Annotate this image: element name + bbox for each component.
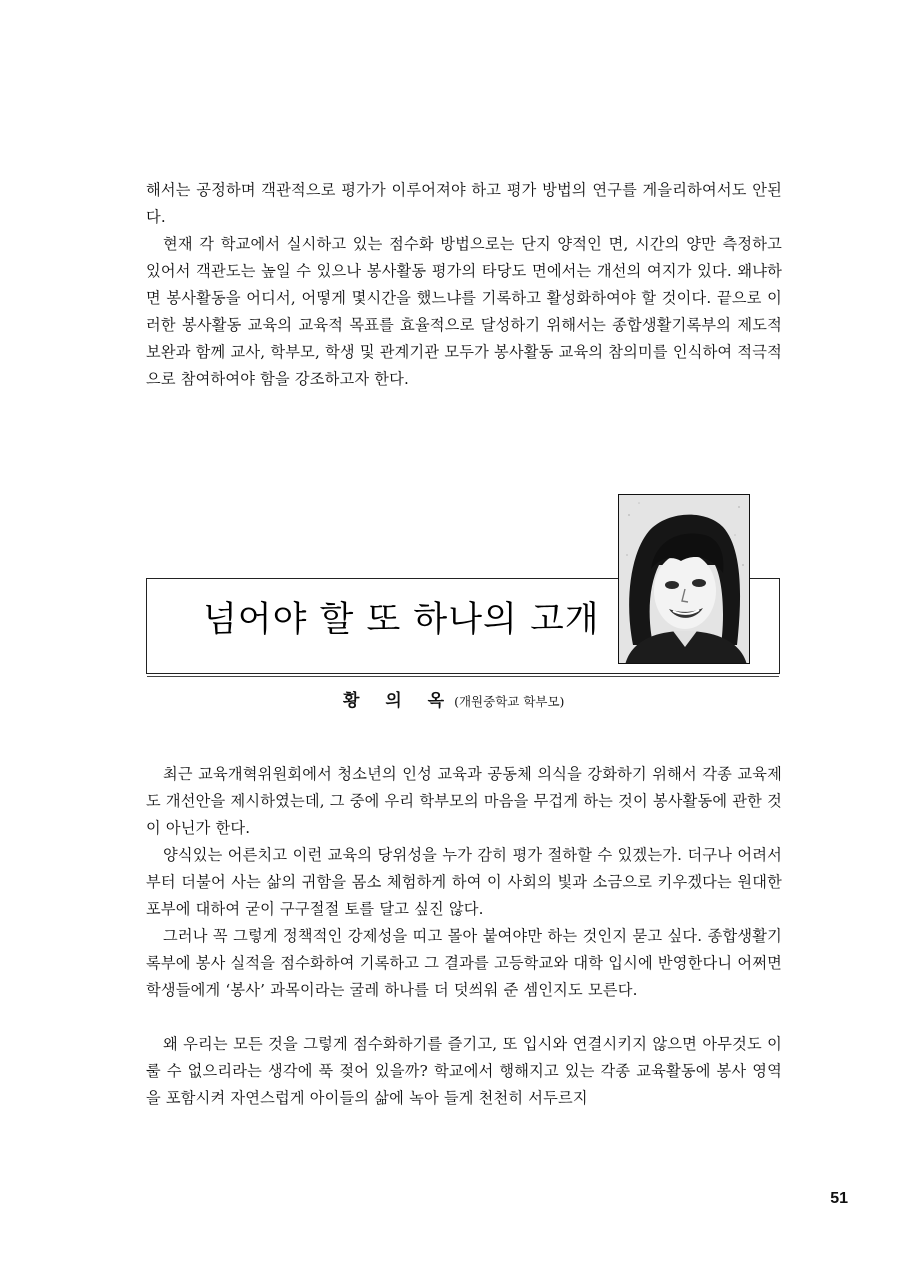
article-paragraph-3: 그러나 꼭 그렇게 정책적인 강제성을 띠고 몰아 붙여야만 하는 것인지 묻고 싶다. 종합생활기록부에 봉사 실적을 점수화하여 기록하고 그 결과를 고등학교와 대학 입시에 반영한다니 어쩌면 학생들에게 ‘봉사’ 과목이라는 굴레 하나를 더 덧씌워 준 셈인지도 모른다. <box>146 927 782 999</box>
author-photo <box>618 494 750 664</box>
article-title: 넘어야 할 또 하나의 고개 <box>203 600 600 640</box>
continuation-paragraph-2: 현재 각 학교에서 실시하고 있는 점수화 방법으로는 단지 양적인 면, 시간의 양만 측정하고 있어서 객관도는 높일 수 있으나 봉사활동 평가의 타당도 면에서는 개선의 여지가 있다. 왜냐하면 봉사활동을 어디서, 어떻게 몇시간을 했느냐를 기록하고 활성화하여야 할 것이다. 끝으로 이러한 봉사활동 교육의 교육적 목표를 효율적으로 달성하기 위해서는 종합생활기록부의 제도적 보완과 함께 교사, 학부모, 학생 및 관계기관 모두가 봉사활동 교육의 참의미를 인식하여 적극적으로 참여하여야 함을 강조하고자 한다. <box>146 235 782 388</box>
portrait-photo-icon <box>619 495 750 664</box>
article-paragraph-1: 최근 교육개혁위원회에서 청소년의 인성 교육과 공동체 의식을 강화하기 위해서 각종 교육제도 개선안을 제시하였는데, 그 중에 우리 학부모의 마음을 무겁게 하는 것이 봉사활동에 관한 것이 아닌가 한다. <box>146 765 782 837</box>
author-affiliation: (개원중학교 학부모) <box>454 694 565 709</box>
article-paragraph-4: 왜 우리는 모든 것을 그렇게 점수화하기를 즐기고, 또 입시와 연결시키지 않으면 아무것도 이룰 수 없으리라는 생각에 푹 젖어 있을까? 학교에서 행해지고 있는 각종 교육활동에 봉사 영역을 포함시켜 자연스럽게 아이들의 삶에 녹아 들게 천천히 서두르지 <box>146 1035 782 1107</box>
continuation-paragraph-1: 해서는 공정하며 객관적으로 평가가 이루어져야 하고 평가 방법의 연구를 게을리하여서도 안된다. <box>146 181 782 226</box>
page-number: 51 <box>830 1190 848 1207</box>
article-paragraph-2: 양식있는 어른치고 이런 교육의 당위성을 누가 감히 평가 절하할 수 있겠는가. 더구나 어려서부터 더불어 사는 삶의 귀함을 몸소 체험하게 하여 이 사회의 빛과 소금으로 키우겠다는 원대한 포부에 대하여 굳이 구구절절 토를 달고 싶진 않다. <box>146 846 782 918</box>
title-box-underline <box>147 676 779 677</box>
author-byline <box>343 686 564 711</box>
author-name: 황 의 옥 <box>343 691 455 711</box>
